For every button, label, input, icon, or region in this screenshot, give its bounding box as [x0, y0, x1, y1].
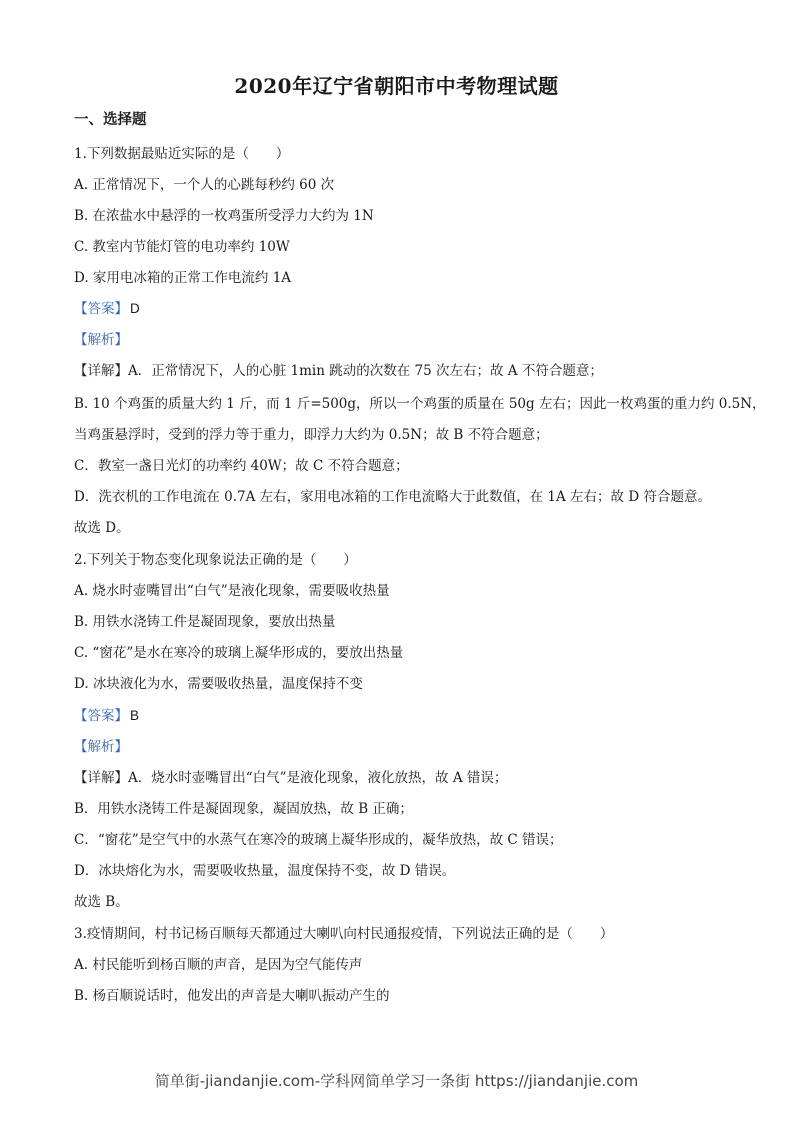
analysis-tag: 【解析】: [74, 739, 128, 755]
question-2-stem: 2.下列关于物态变化现象说法正确的是（ ）: [74, 552, 357, 568]
question-1-stem: 1.下列数据最贴近实际的是（ ）: [74, 146, 290, 162]
question-2-answer: [74, 704, 139, 724]
question-3-stem: 3.疫情期间，村书记杨百顺每天都通过大喇叭向村民通报疫情，下列说法正确的是（ ）: [74, 926, 614, 942]
question-2-option-d: D. 冰块液化为水，需要吸收热量，温度保持不变: [74, 676, 363, 692]
answer-value: B: [130, 708, 140, 723]
question-1-option-c: C. 教室内节能灯管的电功率约 10W: [74, 239, 290, 255]
page-footer: 简单街-jiandanjie.com-学科网简单学习一条街 https://jiandanjie.com: [154, 1072, 639, 1090]
question-3-option-a: A. 村民能听到杨百顺的声音，是因为空气能传声: [74, 957, 363, 973]
question-1-answer: [74, 297, 140, 317]
section-heading: 一、选择题: [74, 111, 147, 128]
question-2-option-c: C. “窗花”是水在寒冷的玻璃上凝华形成的，要放出热量: [74, 645, 404, 661]
answer-tag: 【答案】: [74, 301, 128, 317]
question-1-detail-line: B. 10 个鸡蛋的质量大约 1 斤，而 1 斤=500g，所以一个鸡蛋的质量在 50g 左右；因此一枚鸡蛋的重力约 0.5N，: [74, 396, 766, 412]
answer-value: D: [130, 301, 140, 316]
question-1-detail-line: 【详解】A．正常情况下，人的心脏 1min 跳动的次数在 75 次左右；故 A 不符合题意；: [74, 363, 603, 379]
question-1-conclusion: 故选 D。: [74, 520, 130, 536]
question-1-detail-line: D．洗衣机的工作电流在 0.7A 左右，家用电冰箱的工作电流略大于此数值，在 1A 左右；故 D 符合题意。: [74, 489, 711, 505]
question-2-conclusion: 故选 B。: [74, 894, 129, 910]
question-2-detail-line: D．冰块熔化为水，需要吸收热量，温度保持不变，故 D 错误。: [74, 863, 456, 879]
question-2-option-a: A. 烧水时壶嘴冒出“白气”是液化现象，需要吸收热量: [74, 583, 390, 599]
question-1-detail-line: C．教室一盏日光灯的功率约 40W；故 C 不符合题意；: [74, 458, 409, 474]
question-3-option-b: B. 杨百顺说话时，他发出的声音是大喇叭振动产生的: [74, 988, 390, 1004]
question-2-detail-line: C．“窗花”是空气中的水蒸气在寒冷的玻璃上凝华形成的，凝华放热，故 C 错误；: [74, 832, 563, 848]
page-title: 2020年辽宁省朝阳市中考物理试题: [234, 74, 559, 98]
answer-tag: 【答案】: [74, 708, 128, 724]
question-1-option-a: A. 正常情况下，一个人的心跳每秒约 60 次: [74, 177, 335, 193]
question-2-detail-line: 【详解】A．烧水时壶嘴冒出“白气”是液化现象，液化放热，故 A 错误；: [74, 770, 508, 786]
analysis-tag: 【解析】: [74, 332, 128, 348]
question-1-option-d: D. 家用电冰箱的正常工作电流约 1A: [74, 270, 292, 286]
question-1-option-b: B. 在浓盐水中悬浮的一枚鸡蛋所受浮力大约为 1N: [74, 208, 374, 224]
question-2-option-b: B. 用铁水浇铸工件是凝固现象，要放出热量: [74, 614, 336, 630]
question-2-detail-line: B．用铁水浇铸工件是凝固现象，凝固放热，故 B 正确；: [74, 801, 413, 817]
question-1-detail-line: 当鸡蛋悬浮时，受到的浮力等于重力，即浮力大约为 0.5N；故 B 不符合题意；: [74, 427, 549, 443]
